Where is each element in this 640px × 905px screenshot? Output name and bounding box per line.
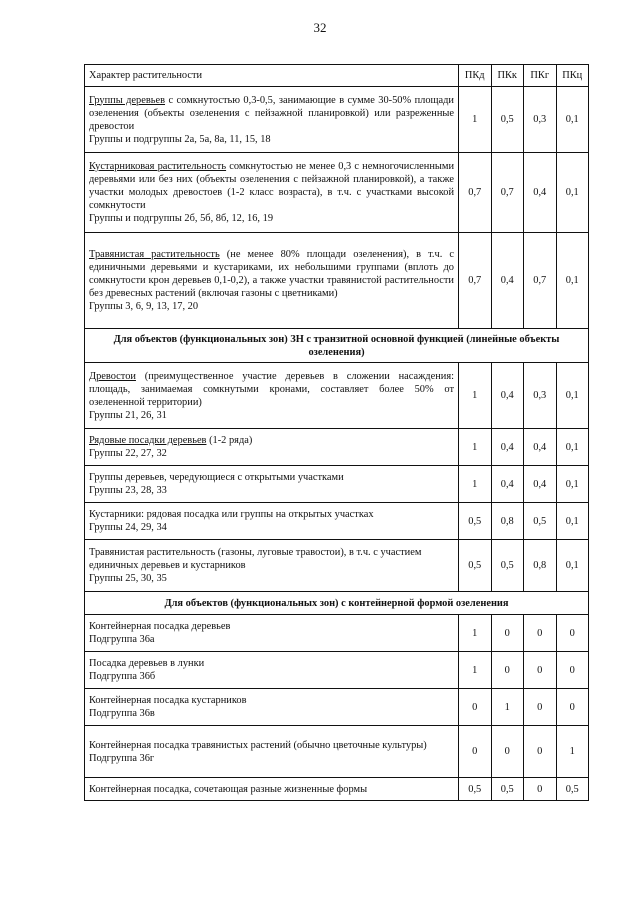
row-lead: Кустарниковая растительность xyxy=(89,161,227,172)
row-text: (преимущественное участие деревьев в сложении насаждения: площадь, занимаемая сомкнутыми кронами, составляет более 50% от озелененной территории) xyxy=(89,370,454,408)
value-pkd: 1 xyxy=(459,429,492,466)
row-lead: Древостои xyxy=(89,370,136,382)
value-pkd: 0,5 xyxy=(459,778,492,801)
value-pkg: 0,4 xyxy=(524,429,557,466)
row-groups: Группы 24, 29, 34 xyxy=(89,522,167,533)
row-groups: Подгруппа 36б xyxy=(89,671,156,682)
section-row xyxy=(85,592,589,615)
row-description xyxy=(85,689,459,726)
vegetation-coefficients-table xyxy=(84,64,589,801)
row-text: Кустарники: рядовая посадка или группы на открытых участках xyxy=(89,509,374,520)
value-pkg: 0 xyxy=(524,689,557,726)
header-character: Характер растительности xyxy=(85,65,459,87)
row-groups: Подгруппа 36а xyxy=(89,634,155,645)
value-pkc: 1 xyxy=(556,726,589,778)
table-row xyxy=(85,87,589,153)
row-description xyxy=(85,615,459,652)
row-text: с сомкнутостью 0,3-0,5, занимающие в сумме 30-50% площади озеленения (объекты озеленения с пейзажной планировкой) или разреженные древостои xyxy=(89,94,454,132)
value-pkc: 0,1 xyxy=(556,429,589,466)
table-row xyxy=(85,153,589,233)
value-pkc: 0,1 xyxy=(556,363,589,429)
value-pkc: 0,1 xyxy=(556,153,589,233)
value-pkg: 0,4 xyxy=(524,466,557,503)
value-pkc: 0,1 xyxy=(556,540,589,592)
header-pkg: ПКг xyxy=(524,65,557,87)
value-pkk: 0,4 xyxy=(491,233,524,329)
table-row xyxy=(85,363,589,429)
value-pkk: 0,4 xyxy=(491,429,524,466)
value-pkd: 1 xyxy=(459,363,492,429)
value-pkc: 0 xyxy=(556,615,589,652)
value-pkd: 0,7 xyxy=(459,153,492,233)
value-pkd: 0,7 xyxy=(459,233,492,329)
row-description xyxy=(85,233,459,329)
row-description xyxy=(85,153,459,233)
row-lead: Травянистая растительность xyxy=(89,249,220,260)
value-pkc: 0,1 xyxy=(556,466,589,503)
row-text: сомкнутостью не менее 0,3 с немногочисленными деревьями или без них (объекты озеленения с пейзажной планировкой), а также участки молодых древостоев (1-2 класс возраста), в т.ч. с участками высокой сомкнутости xyxy=(89,161,455,211)
value-pkg: 0 xyxy=(524,615,557,652)
row-text: Посадка деревьев в лунки xyxy=(89,658,205,669)
value-pkd: 1 xyxy=(459,652,492,689)
row-groups: Подгруппа 36г xyxy=(89,752,155,764)
row-description xyxy=(85,363,459,429)
value-pkk: 0 xyxy=(491,615,524,652)
row-text: (не менее 80% площади озеленения), в т.ч. с единичными деревьями и кустариками, их небольшими группами (вплоть до сомкнутости крон деревьев 0,1-0,2), а также участки травянистой растительности без древесных растений (включая газоны с цветниками) xyxy=(89,249,455,299)
value-pkd: 0 xyxy=(459,726,492,778)
value-pkg: 0,7 xyxy=(524,233,557,329)
row-groups: Группы и подгруппы 2а, 5а, 8а, 11, 15, 18 xyxy=(89,133,271,145)
value-pkk: 0,5 xyxy=(491,87,524,153)
table-row xyxy=(85,689,589,726)
value-pkk: 0 xyxy=(491,652,524,689)
row-groups: Группы 3, 6, 9, 13, 17, 20 xyxy=(89,301,199,312)
header-pkd: ПКд xyxy=(459,65,492,87)
row-text: Контейнерная посадка, сочетающая разные жизненные формы xyxy=(89,783,368,795)
value-pkg: 0,3 xyxy=(524,87,557,153)
row-groups: Группы 22, 27, 32 xyxy=(89,448,167,459)
value-pkg: 0,8 xyxy=(524,540,557,592)
value-pkg: 0 xyxy=(524,778,557,801)
value-pkk: 0,4 xyxy=(491,363,524,429)
row-text: Контейнерная посадка деревьев xyxy=(89,621,231,632)
table-row xyxy=(85,726,589,778)
row-description xyxy=(85,503,459,540)
value-pkk: 0,4 xyxy=(491,466,524,503)
value-pkd: 1 xyxy=(459,615,492,652)
row-lead: Рядовые посадки деревьев xyxy=(89,435,207,446)
value-pkc: 0,1 xyxy=(556,503,589,540)
value-pkg: 0 xyxy=(524,652,557,689)
value-pkk: 0,5 xyxy=(491,778,524,801)
value-pkd: 0,5 xyxy=(459,503,492,540)
row-text: (1-2 ряда) xyxy=(206,435,253,446)
row-description xyxy=(85,540,459,592)
row-groups: Группы и подгруппы 2б, 5б, 8б, 12, 16, 19 xyxy=(89,213,274,224)
value-pkd: 1 xyxy=(459,466,492,503)
table-row xyxy=(85,503,589,540)
value-pkc: 0,1 xyxy=(556,87,589,153)
row-description xyxy=(85,652,459,689)
row-groups: Группы 25, 30, 35 xyxy=(89,573,167,584)
table-row xyxy=(85,778,589,801)
row-text: Контейнерная посадка кустарников xyxy=(89,695,247,706)
value-pkg: 0,5 xyxy=(524,503,557,540)
value-pkk: 0,5 xyxy=(491,540,524,592)
header-pkc: ПКц xyxy=(556,65,589,87)
value-pkg: 0,4 xyxy=(524,153,557,233)
value-pkc: 0 xyxy=(556,689,589,726)
value-pkd: 0 xyxy=(459,689,492,726)
value-pkg: 0,3 xyxy=(524,363,557,429)
value-pkc: 0,1 xyxy=(556,233,589,329)
table-row xyxy=(85,615,589,652)
value-pkk: 0 xyxy=(491,726,524,778)
row-description xyxy=(85,726,459,778)
row-description xyxy=(85,466,459,503)
table-row xyxy=(85,466,589,503)
value-pkk: 1 xyxy=(491,689,524,726)
table-row xyxy=(85,429,589,466)
table-row xyxy=(85,540,589,592)
row-text: Травянистая растительность (газоны, луговые травостои), в т.ч. с участием единичных деревьев и кустарников xyxy=(89,547,422,571)
value-pkc: 0 xyxy=(556,652,589,689)
row-groups: Группы 21, 26, 31 xyxy=(89,409,167,421)
table-row xyxy=(85,652,589,689)
row-groups: Группы 23, 28, 33 xyxy=(89,485,167,496)
table-row xyxy=(85,233,589,329)
value-pkk: 0,7 xyxy=(491,153,524,233)
row-description xyxy=(85,429,459,466)
page-number: 32 xyxy=(313,20,327,35)
row-groups: Подгруппа 36в xyxy=(89,708,155,719)
value-pkd: 1 xyxy=(459,87,492,153)
section-title: Для объектов (функциональных зон) с контейнерной формой озеленения xyxy=(85,592,589,615)
table-header-row xyxy=(85,65,589,87)
value-pkk: 0,8 xyxy=(491,503,524,540)
value-pkd: 0,5 xyxy=(459,540,492,592)
row-description xyxy=(85,778,459,801)
section-row xyxy=(85,329,589,363)
row-lead: Группы деревьев xyxy=(89,94,166,106)
value-pkc: 0,5 xyxy=(556,778,589,801)
row-description xyxy=(85,87,459,153)
header-pkk: ПКк xyxy=(491,65,524,87)
row-text: Группы деревьев, чередующиеся с открытыми участками xyxy=(89,472,344,483)
section-title: Для объектов (функциональных зон) ЗН с транзитной основной функцией (линейные объекты озеленения) xyxy=(85,329,589,363)
row-text: Контейнерная посадка травянистых растений (обычно цветочные культуры) xyxy=(89,739,427,751)
value-pkg: 0 xyxy=(524,726,557,778)
